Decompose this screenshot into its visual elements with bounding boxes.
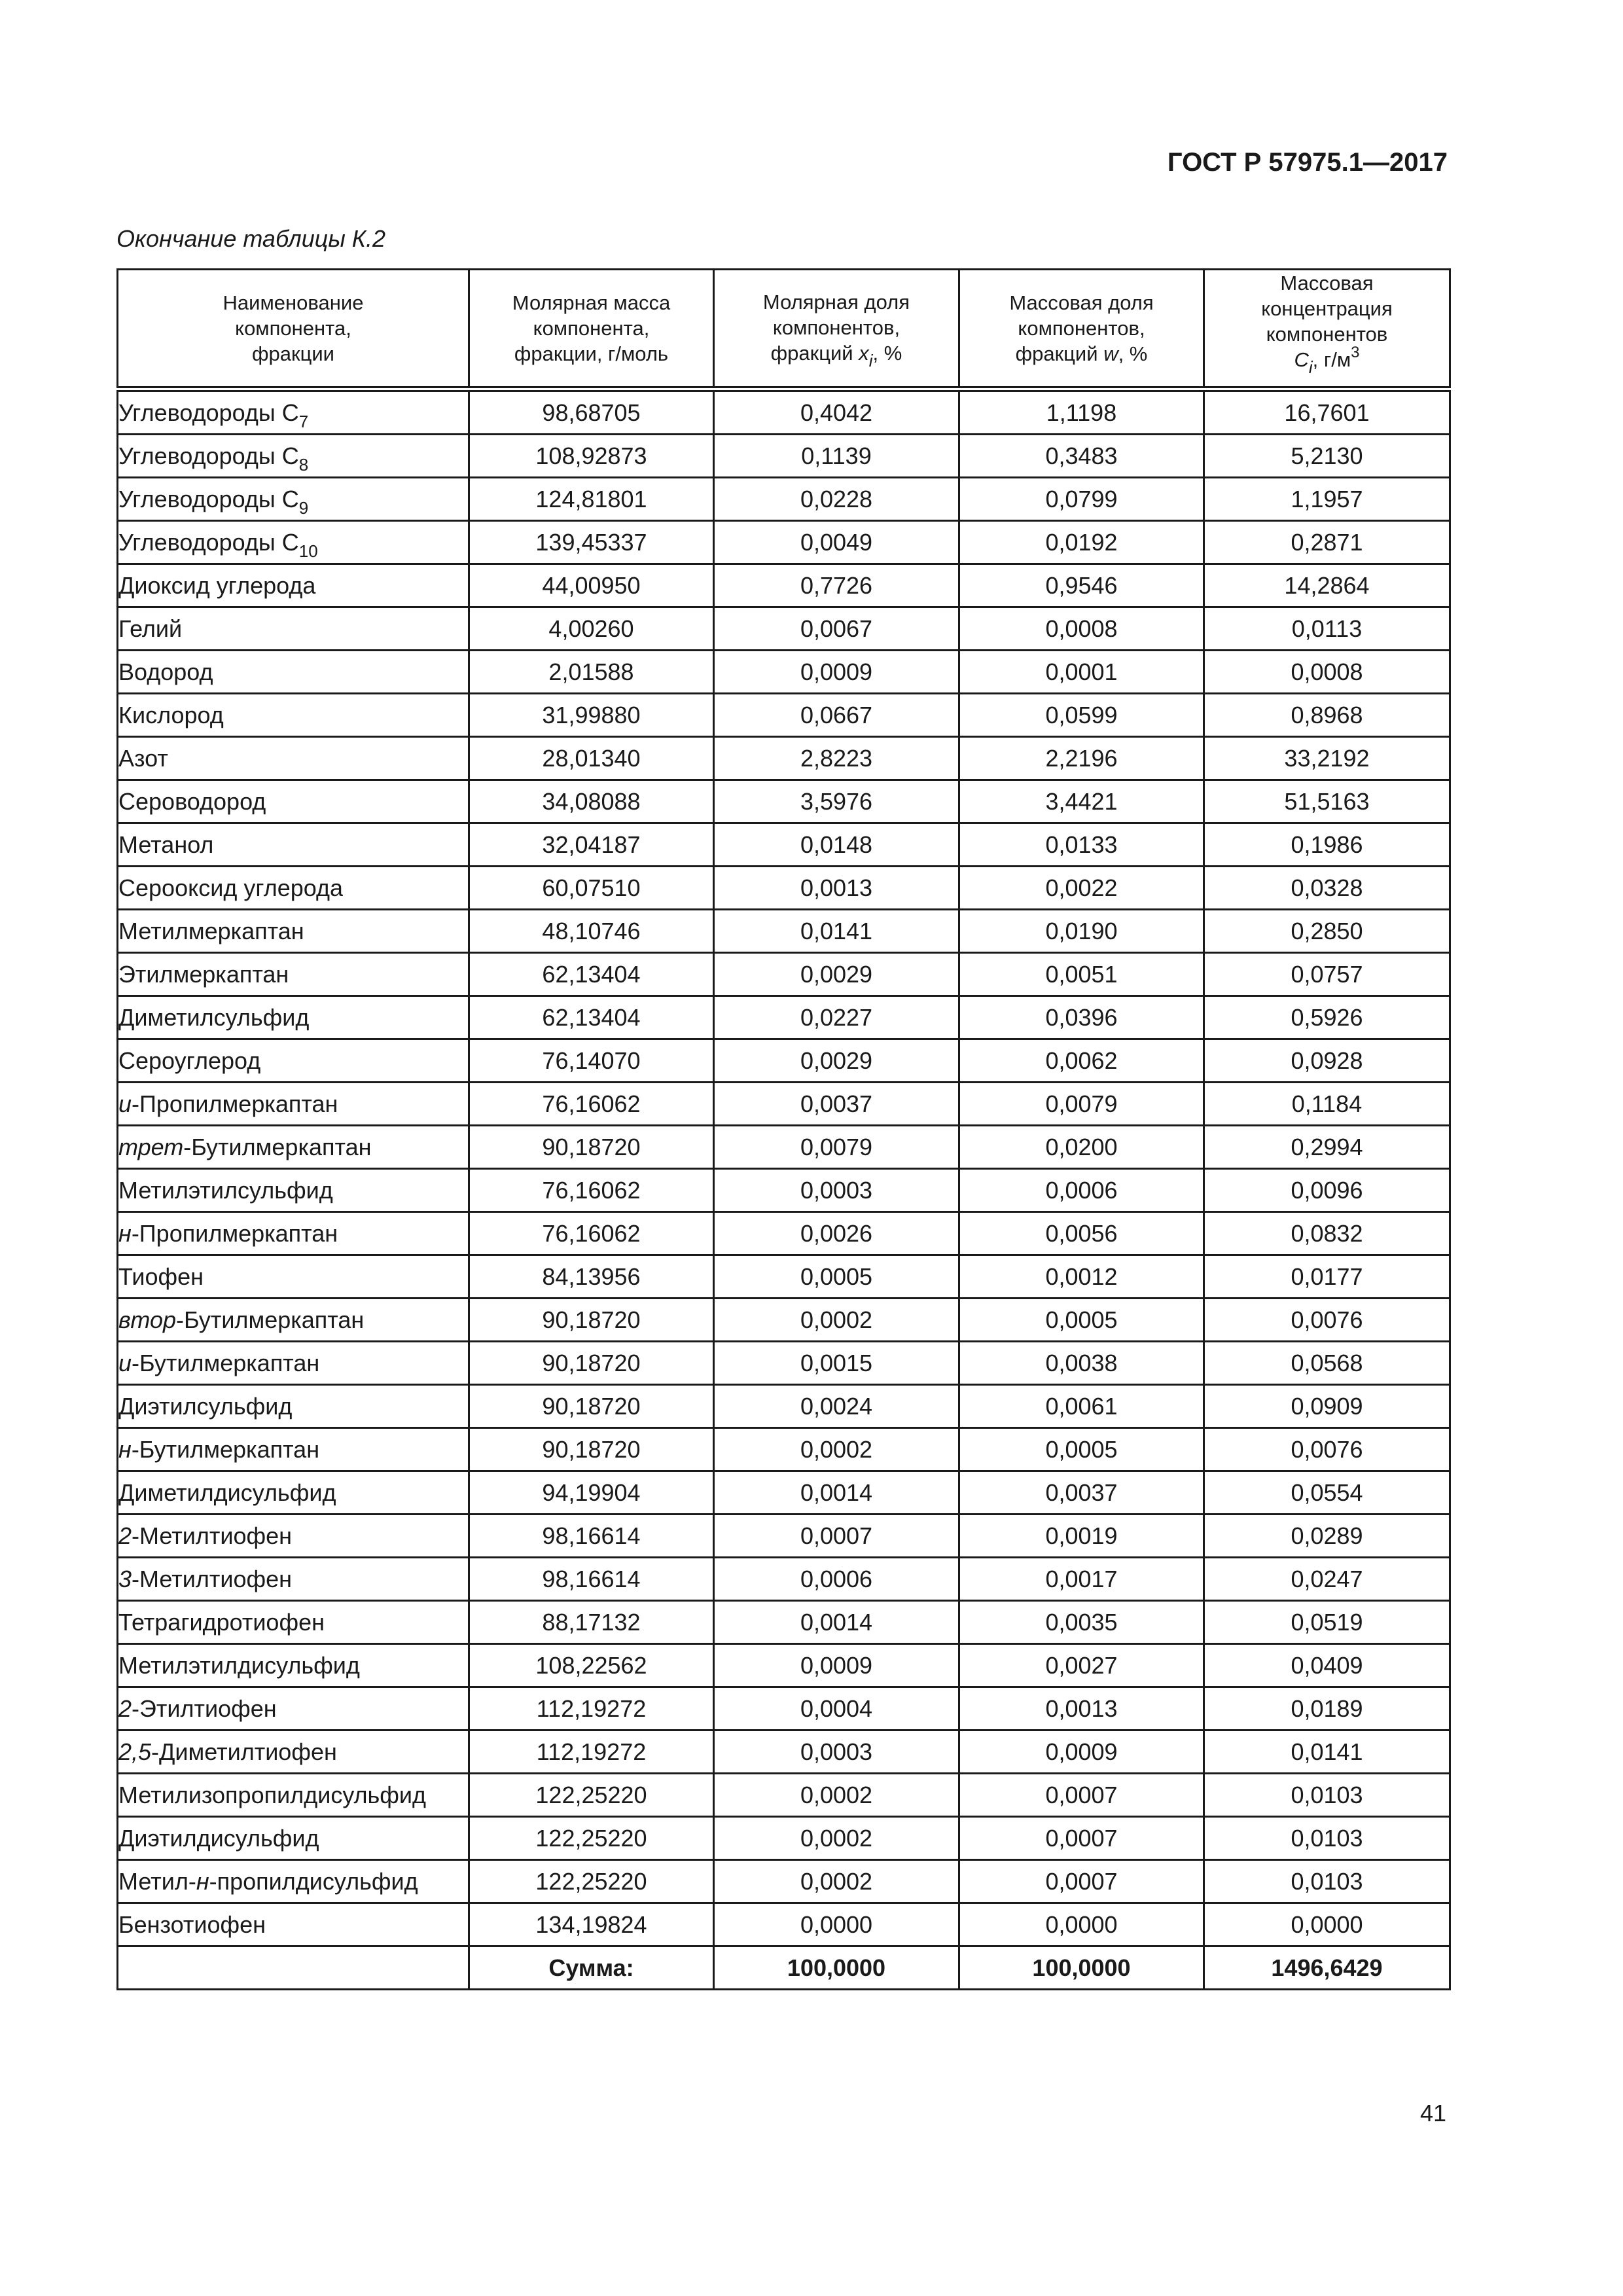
molar-fraction: 0,0003 bbox=[714, 1731, 959, 1774]
component-name: Гелий bbox=[118, 607, 469, 651]
table-row bbox=[118, 1083, 1450, 1126]
molar-mass: 60,07510 bbox=[469, 867, 714, 910]
mass-fraction: 0,0000 bbox=[959, 1903, 1204, 1946]
mass-fraction: 0,0012 bbox=[959, 1255, 1204, 1299]
molar-mass: 98,68705 bbox=[469, 389, 714, 435]
molar-mass: 108,22562 bbox=[469, 1644, 714, 1687]
molar-mass: 31,99880 bbox=[469, 694, 714, 737]
mass-fraction: 0,0001 bbox=[959, 651, 1204, 694]
component-name: 2-Этилтиофен bbox=[118, 1687, 469, 1731]
molar-fraction: 0,0002 bbox=[714, 1774, 959, 1817]
mass-fraction: 0,0006 bbox=[959, 1169, 1204, 1212]
component-name: и-Пропилмеркаптан bbox=[118, 1083, 469, 1126]
molar-mass: 62,13404 bbox=[469, 996, 714, 1039]
molar-mass: 108,92873 bbox=[469, 435, 714, 478]
mass-concentration: 0,0757 bbox=[1204, 953, 1450, 996]
mass-fraction: 0,0200 bbox=[959, 1126, 1204, 1169]
molar-mass: 76,16062 bbox=[469, 1083, 714, 1126]
mass-fraction: 0,0037 bbox=[959, 1471, 1204, 1515]
component-name: Метилэтилсульфид bbox=[118, 1169, 469, 1212]
molar-mass: 32,04187 bbox=[469, 823, 714, 867]
molar-mass: 98,16614 bbox=[469, 1558, 714, 1601]
table-row bbox=[118, 780, 1450, 823]
component-name: 2-Метилтиофен bbox=[118, 1515, 469, 1558]
component-name: Углеводороды $С_8$ bbox=[118, 435, 469, 478]
molar-fraction: 0,0014 bbox=[714, 1471, 959, 1515]
molar-mass: 112,19272 bbox=[469, 1731, 714, 1774]
molar-fraction: 0,0005 bbox=[714, 1255, 959, 1299]
table-row bbox=[118, 607, 1450, 651]
molar-fraction: 0,0079 bbox=[714, 1126, 959, 1169]
mass-concentration: 0,0832 bbox=[1204, 1212, 1450, 1255]
mass-concentration: 0,0909 bbox=[1204, 1385, 1450, 1428]
molar-mass: 76,16062 bbox=[469, 1212, 714, 1255]
component-name: н-Пропилмеркаптан bbox=[118, 1212, 469, 1255]
mass-fraction: 0,0005 bbox=[959, 1299, 1204, 1342]
molar-fraction: 0,0015 bbox=[714, 1342, 959, 1385]
molar-mass: 48,10746 bbox=[469, 910, 714, 953]
total-molar-fraction: 100,0000 bbox=[714, 1946, 959, 1990]
molar-mass: 90,18720 bbox=[469, 1299, 714, 1342]
mass-concentration: 0,0103 bbox=[1204, 1774, 1450, 1817]
table-caption: Окончание таблицы К.2 bbox=[116, 225, 386, 252]
molar-fraction: 0,0228 bbox=[714, 478, 959, 521]
component-name: трет-Бутилмеркаптан bbox=[118, 1126, 469, 1169]
component-name: Бензотиофен bbox=[118, 1903, 469, 1946]
mass-fraction: 1,1198 bbox=[959, 389, 1204, 435]
table-row bbox=[118, 1212, 1450, 1255]
mass-concentration: 14,2864 bbox=[1204, 564, 1450, 607]
molar-mass: 84,13956 bbox=[469, 1255, 714, 1299]
table-row bbox=[118, 1255, 1450, 1299]
mass-fraction: 0,0051 bbox=[959, 953, 1204, 996]
molar-fraction: 0,0029 bbox=[714, 953, 959, 996]
molar-mass: 122,25220 bbox=[469, 1860, 714, 1903]
component-name: Метилэтилдисульфид bbox=[118, 1644, 469, 1687]
table-row bbox=[118, 1644, 1450, 1687]
mass-fraction: 0,3483 bbox=[959, 435, 1204, 478]
molar-mass: 124,81801 bbox=[469, 478, 714, 521]
molar-mass: 62,13404 bbox=[469, 953, 714, 996]
molar-fraction: 0,0037 bbox=[714, 1083, 959, 1126]
mass-fraction: 0,0017 bbox=[959, 1558, 1204, 1601]
total-mass-concentration: 1496,6429 bbox=[1204, 1946, 1450, 1990]
component-name: Углеводороды $С_9$ bbox=[118, 478, 469, 521]
component-name: втор-Бутилмеркаптан bbox=[118, 1299, 469, 1342]
table-row bbox=[118, 1169, 1450, 1212]
table-row bbox=[118, 1471, 1450, 1515]
molar-mass: 4,00260 bbox=[469, 607, 714, 651]
component-name: 3-Метилтиофен bbox=[118, 1558, 469, 1601]
mass-fraction: 0,0079 bbox=[959, 1083, 1204, 1126]
table-row bbox=[118, 1385, 1450, 1428]
table-row bbox=[118, 1558, 1450, 1601]
mass-fraction: 0,0038 bbox=[959, 1342, 1204, 1385]
molar-mass: 98,16614 bbox=[469, 1515, 714, 1558]
mass-fraction: 2,2196 bbox=[959, 737, 1204, 780]
component-name: Азот bbox=[118, 737, 469, 780]
molar-fraction: 0,0002 bbox=[714, 1428, 959, 1471]
mass-fraction: 0,0008 bbox=[959, 607, 1204, 651]
total-row bbox=[118, 1946, 1450, 1990]
table-row bbox=[118, 1428, 1450, 1471]
table-row bbox=[118, 1515, 1450, 1558]
table-row bbox=[118, 1860, 1450, 1903]
component-name: 2,5-Диметилтиофен bbox=[118, 1731, 469, 1774]
component-name: и-Бутилмеркаптан bbox=[118, 1342, 469, 1385]
mass-fraction: 0,0035 bbox=[959, 1601, 1204, 1644]
mass-concentration: 0,0096 bbox=[1204, 1169, 1450, 1212]
mass-fraction: 0,0799 bbox=[959, 478, 1204, 521]
table-row bbox=[118, 910, 1450, 953]
table-row bbox=[118, 564, 1450, 607]
table-row bbox=[118, 996, 1450, 1039]
mass-fraction: 0,0133 bbox=[959, 823, 1204, 867]
molar-fraction: 0,0014 bbox=[714, 1601, 959, 1644]
document-code: ГОСТ Р 57975.1—2017 bbox=[1167, 148, 1448, 177]
molar-mass: 139,45337 bbox=[469, 521, 714, 564]
mass-concentration: 0,0554 bbox=[1204, 1471, 1450, 1515]
mass-concentration: 0,0928 bbox=[1204, 1039, 1450, 1083]
mass-concentration: 0,2850 bbox=[1204, 910, 1450, 953]
molar-mass: 90,18720 bbox=[469, 1385, 714, 1428]
mass-concentration: 51,5163 bbox=[1204, 780, 1450, 823]
molar-fraction: 0,0049 bbox=[714, 521, 959, 564]
mass-concentration: 0,2994 bbox=[1204, 1126, 1450, 1169]
mass-fraction: 0,0005 bbox=[959, 1428, 1204, 1471]
component-name: Сероводород bbox=[118, 780, 469, 823]
molar-fraction: 0,0026 bbox=[714, 1212, 959, 1255]
table-row bbox=[118, 1039, 1450, 1083]
mass-concentration: 0,0076 bbox=[1204, 1428, 1450, 1471]
mass-concentration: 1,1957 bbox=[1204, 478, 1450, 521]
table-row bbox=[118, 1687, 1450, 1731]
molar-fraction: 0,0009 bbox=[714, 651, 959, 694]
header-molar-fraction: Молярная доля компонентов, фракций $x_i$, % bbox=[714, 270, 959, 389]
table-row bbox=[118, 823, 1450, 867]
molar-fraction: 0,0000 bbox=[714, 1903, 959, 1946]
table-row bbox=[118, 1774, 1450, 1817]
header-mass-fraction: Массовая доля компонентов, фракций w, % bbox=[959, 270, 1204, 389]
molar-fraction: 0,0227 bbox=[714, 996, 959, 1039]
molar-mass: 134,19824 bbox=[469, 1903, 714, 1946]
table-row bbox=[118, 435, 1450, 478]
molar-fraction: 0,7726 bbox=[714, 564, 959, 607]
page-number: 41 bbox=[1419, 2100, 1446, 2126]
mass-concentration: 0,0000 bbox=[1204, 1903, 1450, 1946]
component-name: Кислород bbox=[118, 694, 469, 737]
molar-fraction: 0,0003 bbox=[714, 1169, 959, 1212]
molar-mass: 90,18720 bbox=[469, 1428, 714, 1471]
molar-mass: 76,14070 bbox=[469, 1039, 714, 1083]
table-row bbox=[118, 521, 1450, 564]
component-name: Сероуглерод bbox=[118, 1039, 469, 1083]
molar-mass: 34,08088 bbox=[469, 780, 714, 823]
mass-fraction: 0,0396 bbox=[959, 996, 1204, 1039]
molar-fraction: 0,0002 bbox=[714, 1299, 959, 1342]
component-name: Диметилсульфид bbox=[118, 996, 469, 1039]
molar-mass: 94,19904 bbox=[469, 1471, 714, 1515]
table-row bbox=[118, 953, 1450, 996]
molar-fraction: 0,4042 bbox=[714, 389, 959, 435]
mass-fraction: 0,0013 bbox=[959, 1687, 1204, 1731]
table-row bbox=[118, 478, 1450, 521]
component-name: Тетрагидротиофен bbox=[118, 1601, 469, 1644]
mass-concentration: 0,1184 bbox=[1204, 1083, 1450, 1126]
molar-fraction: 0,0024 bbox=[714, 1385, 959, 1428]
table-row bbox=[118, 1731, 1450, 1774]
mass-concentration: 0,0409 bbox=[1204, 1644, 1450, 1687]
mass-concentration: 0,0519 bbox=[1204, 1601, 1450, 1644]
mass-fraction: 0,9546 bbox=[959, 564, 1204, 607]
component-name: Метанол bbox=[118, 823, 469, 867]
mass-concentration: 0,5926 bbox=[1204, 996, 1450, 1039]
molar-mass: 76,16062 bbox=[469, 1169, 714, 1212]
mass-concentration: 16,7601 bbox=[1204, 389, 1450, 435]
mass-fraction: 0,0009 bbox=[959, 1731, 1204, 1774]
table-row bbox=[118, 1601, 1450, 1644]
mass-concentration: 33,2192 bbox=[1204, 737, 1450, 780]
component-table bbox=[116, 268, 1451, 1990]
total-mass-fraction: 100,0000 bbox=[959, 1946, 1204, 1990]
mass-fraction: 0,0599 bbox=[959, 694, 1204, 737]
molar-fraction: 0,0667 bbox=[714, 694, 959, 737]
table-row bbox=[118, 1817, 1450, 1860]
mass-fraction: 0,0056 bbox=[959, 1212, 1204, 1255]
component-name: Серооксид углерода bbox=[118, 867, 469, 910]
total-empty-cell bbox=[118, 1946, 469, 1990]
mass-fraction: 0,0022 bbox=[959, 867, 1204, 910]
component-name: Углеводороды $С_7$ bbox=[118, 389, 469, 435]
mass-fraction: 0,0061 bbox=[959, 1385, 1204, 1428]
molar-fraction: 0,0002 bbox=[714, 1817, 959, 1860]
mass-fraction: 0,0192 bbox=[959, 521, 1204, 564]
mass-concentration: 0,0189 bbox=[1204, 1687, 1450, 1731]
mass-concentration: 0,8968 bbox=[1204, 694, 1450, 737]
mass-fraction: 3,4421 bbox=[959, 780, 1204, 823]
mass-concentration: 0,2871 bbox=[1204, 521, 1450, 564]
mass-concentration: 0,0103 bbox=[1204, 1860, 1450, 1903]
mass-fraction: 0,0027 bbox=[959, 1644, 1204, 1687]
molar-mass: 122,25220 bbox=[469, 1774, 714, 1817]
molar-mass: 112,19272 bbox=[469, 1687, 714, 1731]
mass-concentration: 0,0289 bbox=[1204, 1515, 1450, 1558]
table-row bbox=[118, 1126, 1450, 1169]
component-name: н-Бутилмеркаптан bbox=[118, 1428, 469, 1471]
molar-fraction: 0,0029 bbox=[714, 1039, 959, 1083]
component-name: Метилизопропилдисульфид bbox=[118, 1774, 469, 1817]
header-mass-concentration: Массовая концентрация компонентов $C_i$, $г/м^3$ bbox=[1204, 270, 1450, 389]
table-row bbox=[118, 867, 1450, 910]
mass-fraction: 0,0007 bbox=[959, 1817, 1204, 1860]
molar-fraction: 0,0006 bbox=[714, 1558, 959, 1601]
mass-concentration: 0,1986 bbox=[1204, 823, 1450, 867]
header-component-name: Наименование компонента, фракции bbox=[118, 270, 469, 389]
molar-mass: 2,01588 bbox=[469, 651, 714, 694]
component-name: Тиофен bbox=[118, 1255, 469, 1299]
mass-concentration: 0,0103 bbox=[1204, 1817, 1450, 1860]
component-name: Диметилдисульфид bbox=[118, 1471, 469, 1515]
mass-concentration: 5,2130 bbox=[1204, 435, 1450, 478]
mass-concentration: 0,0141 bbox=[1204, 1731, 1450, 1774]
molar-mass: 28,01340 bbox=[469, 737, 714, 780]
molar-fraction: 0,0067 bbox=[714, 607, 959, 651]
mass-fraction: 0,0007 bbox=[959, 1774, 1204, 1817]
molar-mass: 44,00950 bbox=[469, 564, 714, 607]
mass-concentration: 0,0568 bbox=[1204, 1342, 1450, 1385]
table-row bbox=[118, 1299, 1450, 1342]
mass-concentration: 0,0076 bbox=[1204, 1299, 1450, 1342]
component-name: Водород bbox=[118, 651, 469, 694]
molar-fraction: 0,0004 bbox=[714, 1687, 959, 1731]
mass-concentration: 0,0328 bbox=[1204, 867, 1450, 910]
molar-mass: 90,18720 bbox=[469, 1342, 714, 1385]
mass-concentration: 0,0247 bbox=[1204, 1558, 1450, 1601]
table-row bbox=[118, 1903, 1450, 1946]
mass-fraction: 0,0019 bbox=[959, 1515, 1204, 1558]
molar-mass: 88,17132 bbox=[469, 1601, 714, 1644]
component-name: Диэтилдисульфид bbox=[118, 1817, 469, 1860]
mass-concentration: 0,0008 bbox=[1204, 651, 1450, 694]
molar-fraction: 0,0007 bbox=[714, 1515, 959, 1558]
component-name: Этилмеркаптан bbox=[118, 953, 469, 996]
component-name: Метил-н-пропилдисульфид bbox=[118, 1860, 469, 1903]
molar-mass: 122,25220 bbox=[469, 1817, 714, 1860]
total-label: Сумма: bbox=[469, 1946, 714, 1990]
molar-fraction: 0,1139 bbox=[714, 435, 959, 478]
molar-fraction: 0,0009 bbox=[714, 1644, 959, 1687]
table-row bbox=[118, 651, 1450, 694]
component-name: Диэтилсульфид bbox=[118, 1385, 469, 1428]
table-row bbox=[118, 1342, 1450, 1385]
molar-mass: 90,18720 bbox=[469, 1126, 714, 1169]
table-row bbox=[118, 737, 1450, 780]
mass-fraction: 0,0007 bbox=[959, 1860, 1204, 1903]
mass-fraction: 0,0190 bbox=[959, 910, 1204, 953]
component-name: Метилмеркаптан bbox=[118, 910, 469, 953]
molar-fraction: 0,0013 bbox=[714, 867, 959, 910]
table-header-row bbox=[118, 270, 1450, 389]
component-name: Углеводороды $С_{10}$ bbox=[118, 521, 469, 564]
molar-fraction: 0,0002 bbox=[714, 1860, 959, 1903]
mass-fraction: 0,0062 bbox=[959, 1039, 1204, 1083]
molar-fraction: 0,0141 bbox=[714, 910, 959, 953]
molar-fraction: 2,8223 bbox=[714, 737, 959, 780]
mass-concentration: 0,0177 bbox=[1204, 1255, 1450, 1299]
component-name: Диоксид углерода bbox=[118, 564, 469, 607]
molar-fraction: 0,0148 bbox=[714, 823, 959, 867]
molar-fraction: 3,5976 bbox=[714, 780, 959, 823]
table-row bbox=[118, 694, 1450, 737]
mass-concentration: 0,0113 bbox=[1204, 607, 1450, 651]
header-molar-mass: Молярная масса компонента, фракции, г/моль bbox=[469, 270, 714, 389]
table-row bbox=[118, 389, 1450, 435]
